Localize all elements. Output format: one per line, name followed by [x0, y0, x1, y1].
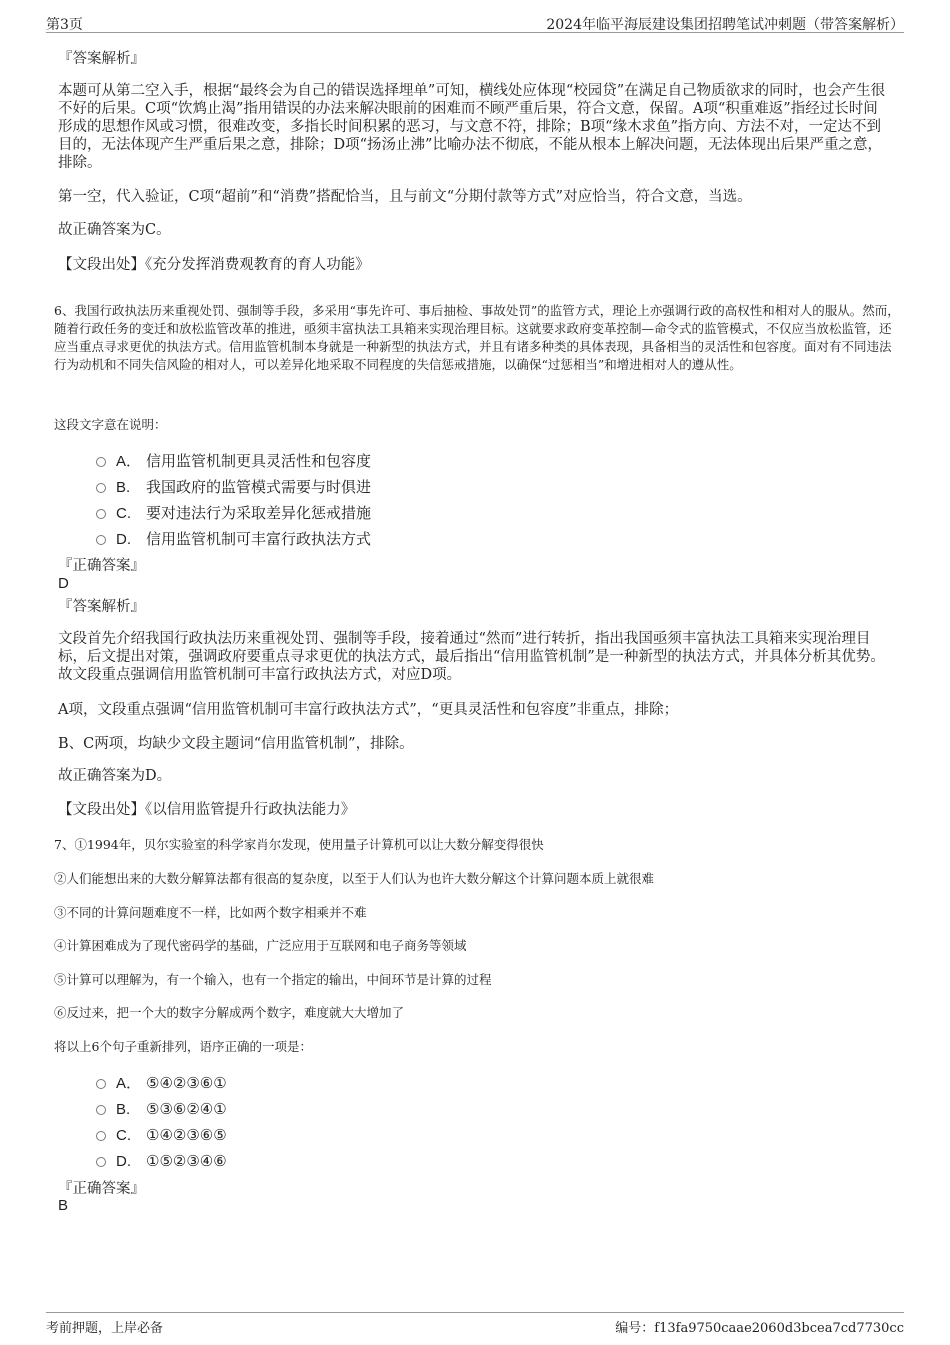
q6-option-d[interactable]: D. 信用监管机制可丰富行政执法方式: [96, 529, 371, 550]
q7-sentence-4: ④计算困难成为了现代密码学的基础，广泛应用于互联网和电子商务等领域: [54, 938, 467, 953]
q6-question: 这段文字意在说明：: [54, 417, 167, 432]
page-footer: [46, 1312, 904, 1336]
q6-answer: D: [58, 575, 69, 592]
document-title: 2024年临平海辰建设集团招聘笔试冲刺题（带答案解析）: [546, 17, 904, 33]
radio-icon[interactable]: [96, 457, 106, 467]
radio-icon[interactable]: [96, 535, 106, 545]
q6-answer-label: 『正确答案』: [58, 558, 145, 574]
q5-analysis-conclusion: 故正确答案为C。: [58, 222, 171, 238]
q5-analysis-label: 『答案解析』: [58, 51, 145, 67]
q7-sentence-3: ③不同的计算问题难度不一样，比如两个数字相乘并不难: [54, 905, 367, 920]
radio-icon[interactable]: [96, 1131, 106, 1141]
radio-icon[interactable]: [96, 1079, 106, 1089]
page-number: 第3页: [46, 17, 83, 33]
radio-icon[interactable]: [96, 483, 106, 493]
q6-option-b[interactable]: B. 我国政府的监管模式需要与时俱进: [96, 477, 371, 498]
q6-source: 【文段出处】《以信用监管提升行政执法能力》: [58, 802, 356, 818]
q7-answer-label: 『正确答案』: [58, 1181, 145, 1197]
q6-analysis-paragraph-1: 文段首先介绍我国行政执法历来重视处罚、强制等手段，接着通过“然而”进行转折，指出我国亟须丰富执法工具箱来实现治理目标，后文提出对策，强调政府要重点寻求更优的执法方式，最后指出“信用监管机制”是一种新型的执法方式，并具体分析其优势。故文段重点强调信用监管机制可丰富行政执法方式，对应D项。: [58, 631, 885, 683]
radio-icon[interactable]: [96, 1157, 106, 1167]
q7-option-c[interactable]: C. ①④②③⑥⑤: [96, 1125, 227, 1146]
radio-icon[interactable]: [96, 509, 106, 519]
q6-analysis-paragraph-3: B、C两项，均缺少文段主题词“信用监管机制”，排除。: [58, 736, 414, 752]
q5-source: 【文段出处】《充分发挥消费观教育的育人功能》: [58, 257, 370, 273]
q6-stem: 6、我国行政执法历来重视处罚、强制等手段，多采用“事先许可、事后抽检、事故处罚”的监管方式，理论上亦强调行政的高权性和相对人的服从。然而，随着行政任务的变迁和放松监管改革的推进，亟须丰富执法工具箱来实现治理目标。这就要求政府变革控制—命令式的监管模式，不仅应当放松监管，还应当重点寻求更优的执法方式。信用监管机制本身就是一种新型的执法方式，并且有诸多种类的具体表现，具备相当的灵活性和包容度。面对有不同违法行为动机和不同失信风险的相对人，可以差异化地采取不同程度的失信惩戒措施，以确保“过惩相当”和增进相对人的遵从性。: [54, 303, 900, 372]
q6-analysis-paragraph-2: A项，文段重点强调“信用监管机制可丰富行政执法方式”，“更具灵活性和包容度”非重点，排除；: [58, 702, 679, 718]
q5-analysis-paragraph-2: 第一空，代入验证，C项“超前”和“消费”搭配恰当，且与前文“分期付款等方式”对应恰当，符合文意，当选。: [58, 189, 752, 205]
q7-option-b[interactable]: B. ⑤③⑥②④①: [96, 1099, 227, 1120]
q7-sentence-5: ⑤计算可以理解为，有一个输入，也有一个指定的输出，中间环节是计算的过程: [54, 972, 492, 987]
q7-sentence-6: ⑥反过来，把一个大的数字分解成两个数字，难度就大大增加了: [54, 1005, 405, 1020]
q5-analysis-paragraph-1: 本题可从第二空入手，根据“最终会为自己的错误选择埋单”可知，横线处应体现“校园贷”在满足自己物质欲求的同时，也会产生很不好的后果。C项“饮鸩止渴”指用错误的办法来解决眼前的困难而不顾严重后果，符合文意，保留。A项“积重难返”指经过长时间形成的思想作风或习惯，很难改变，多指长时间积累的恶习，与文意不符，排除；B项“缘木求鱼”指方向、方法不对，一定达不到目的，无法体现产生严重后果之意，排除；D项“扬汤止沸”比喻办法不彻底，不能从根本上解决问题，无法体现出后果严重之意，排除。: [58, 83, 886, 171]
q7-option-d[interactable]: D. ①⑤②③④⑥: [96, 1151, 227, 1172]
radio-icon[interactable]: [96, 1105, 106, 1115]
q7-question: 将以上6个句子重新排列，语序正确的一项是：: [54, 1039, 312, 1054]
document-id: 编号：f13fa9750caae2060d3bcea7cd7730cc: [615, 1321, 904, 1336]
q6-option-c[interactable]: C. 要对违法行为采取差异化惩戒措施: [96, 503, 371, 524]
q6-analysis-label: 『答案解析』: [58, 599, 145, 615]
q6-analysis-conclusion: 故正确答案为D。: [58, 768, 172, 784]
q7-sentence-1: 7、①1994年，贝尔实验室的科学家肖尔发现，使用量子计算机可以让大数分解变得很快: [54, 837, 544, 852]
page-header: [46, 12, 904, 33]
q6-option-a[interactable]: A． 信用监管机制更具灵活性和包容度: [96, 451, 371, 472]
q7-sentence-2: ②人们能想出来的大数分解算法都有很高的复杂度，以至于人们认为也许大数分解这个计算问题本质上就很难: [54, 871, 655, 886]
footer-slogan: 考前押题，上岸必备: [46, 1321, 164, 1336]
q7-option-a[interactable]: A． ⑤④②③⑥①: [96, 1073, 227, 1094]
q7-answer: B: [58, 1197, 69, 1214]
